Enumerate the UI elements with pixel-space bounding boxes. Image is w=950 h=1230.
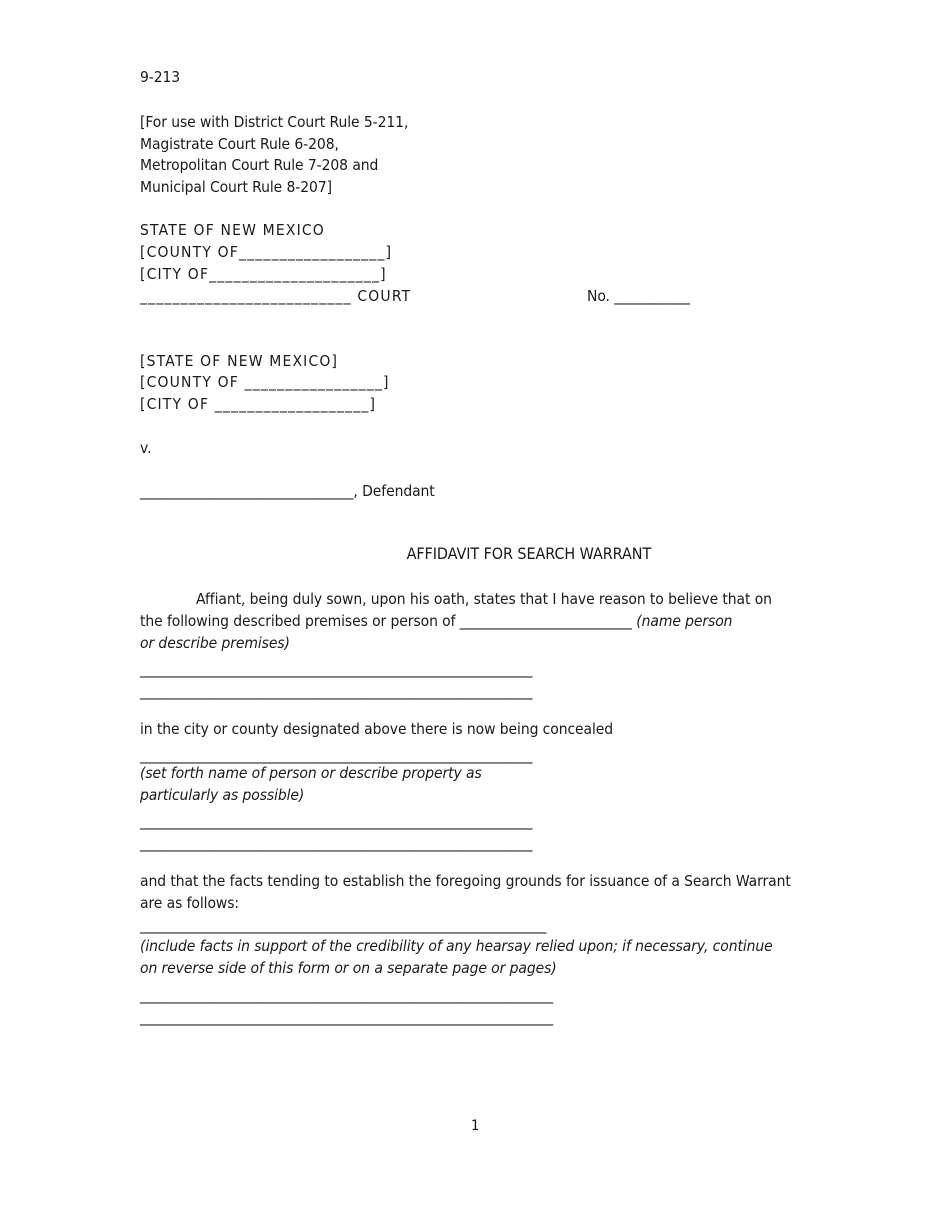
defendant-line: _______________________________, Defendant <box>140 482 435 500</box>
premises-blank-2: _________________________________________________________ <box>140 682 533 700</box>
facts-hint-2: on reverse side of this form or on a separate page or pages) <box>140 959 557 977</box>
plaintiff-state: [STATE OF NEW MEXICO] <box>140 352 339 370</box>
caption-city: [CITY OF_____________________] <box>140 265 387 283</box>
premises-blank-1: _________________________________________________________ <box>140 660 533 678</box>
facts-hint-1: (include facts in support of the credibility of any hearsay relied upon; if necessary, continue <box>140 937 773 955</box>
plaintiff-city: [CITY OF ___________________] <box>140 395 377 413</box>
facts-text-line-1: and that the facts tending to establish the foregoing grounds for issuance of a Search Warrant <box>140 872 791 890</box>
name-person-hint: (name person <box>636 612 733 630</box>
rule-note-line-1: [For use with District Court Rule 5-211, <box>140 113 409 131</box>
document-title: AFFIDAVIT FOR SEARCH WARRANT <box>406 544 652 563</box>
property-blank-2: _________________________________________________________ <box>140 834 533 852</box>
facts-text-line-2: are as follows: <box>140 894 240 912</box>
facts-blank: ___________________________________________________________ <box>140 916 547 934</box>
rule-note-line-3: Metropolitan Court Rule 7-208 and <box>140 156 379 174</box>
describe-premises-hint: or describe premises) <box>140 634 290 652</box>
concealed-blank: _________________________________________________________ <box>140 746 533 764</box>
form-number: 9-213 <box>140 68 181 86</box>
property-hint-2: particularly as possible) <box>140 786 305 804</box>
plaintiff-county: [COUNTY OF _________________] <box>140 373 390 391</box>
rule-note-line-4: Municipal Court Rule 8-207] <box>140 178 332 196</box>
caption-court: __________________________ COURT <box>140 287 412 305</box>
affidavit-intro-line-1: Affiant, being duly sown, upon his oath, states that I have reason to believe that on <box>196 590 772 608</box>
case-number: No. ___________ <box>587 287 690 305</box>
property-blank-1: _________________________________________________________ <box>140 812 533 830</box>
facts-blank-a: ____________________________________________________________ <box>140 986 554 1004</box>
facts-blank-b: ____________________________________________________________ <box>140 1008 554 1026</box>
property-hint-1: (set forth name of person or describe property as <box>140 764 482 782</box>
concealed-text: in the city or county designated above there is now being concealed <box>140 720 614 738</box>
affidavit-intro-line-2 <box>140 610 732 632</box>
page-number: 1 <box>470 1118 480 1134</box>
rule-note-line-2: Magistrate Court Rule 6-208, <box>140 135 339 153</box>
intro-text: the following described premises or person of _________________________ <box>140 612 637 630</box>
caption-state: STATE OF NEW MEXICO <box>140 221 325 239</box>
versus: v. <box>140 439 152 457</box>
caption-county: [COUNTY OF__________________] <box>140 243 393 261</box>
